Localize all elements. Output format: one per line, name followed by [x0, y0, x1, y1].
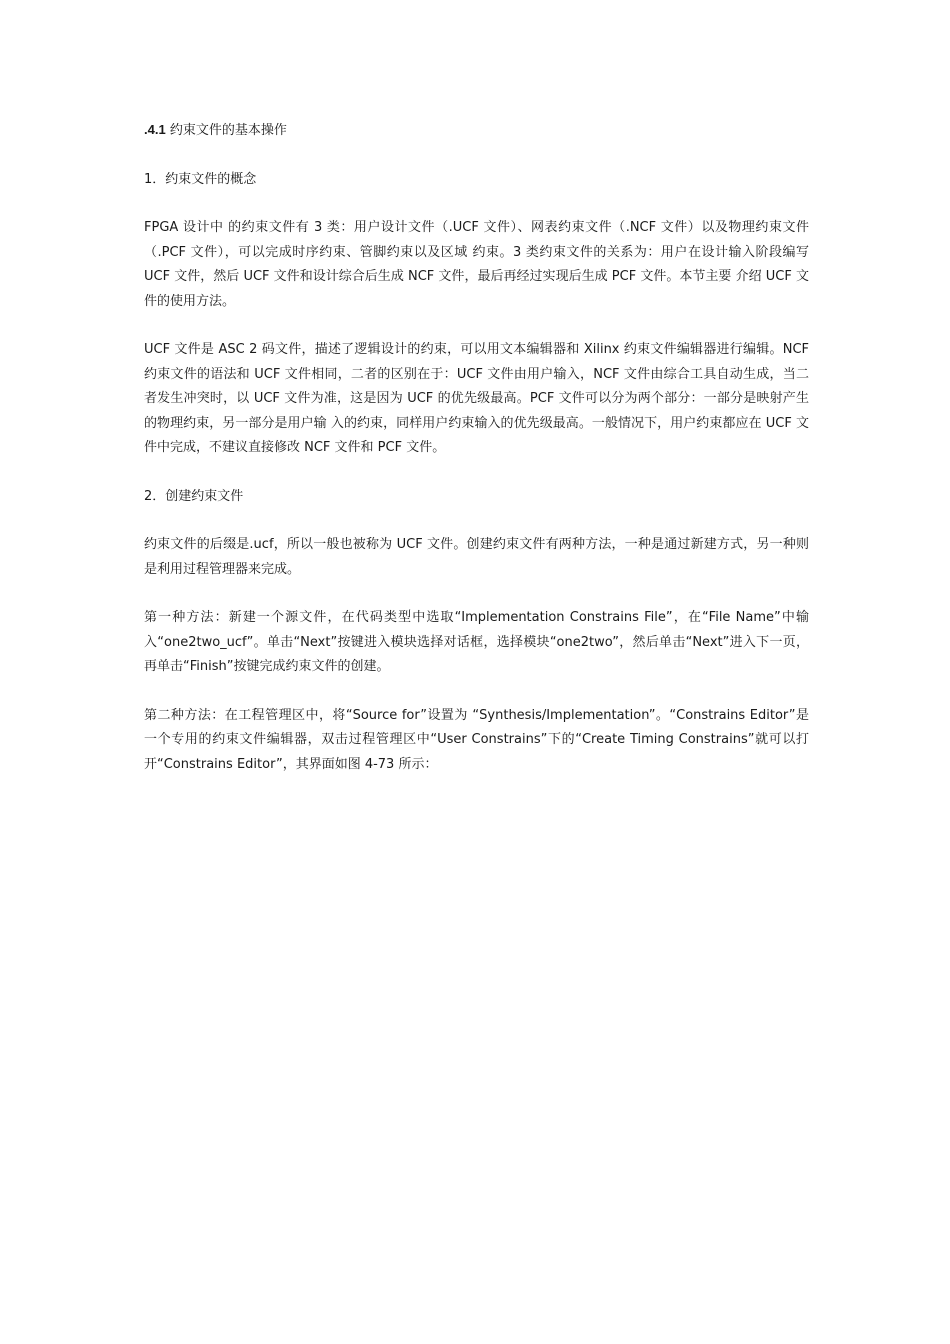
paragraph-create-methods: 约束文件的后缀是.ucf，所以一般也被称为 UCF 文件。创建约束文件有两种方法，一种是通过新建方式，另一种则是利用过程管理器来完成。 — [144, 537, 809, 577]
heading-create: 2．创建约束文件 — [144, 488, 244, 504]
paragraph-method-one: 第一种方法：新建一个源文件，在代码类型中选取“Implementation Constrains File”，在“File Name”中输入“one2two_ucf”。单击“Next”按键进入模块选择对话框，选择模块“one2two”，然后单击“Next”进入下一页，再单击“Finish”按键完成约束文件的创建。 — [144, 610, 809, 674]
section-title-text: 约束文件的基本操作 — [169, 123, 287, 138]
paragraph-method-two: 第二种方法：在工程管理区中，将“Source for”设置为 “Synthesis/Implementation”。“Constrains Editor”是一个专用的约束文件编辑器，双击过程管理区中“User Constrains”下的“Create Timing Constrains”就可以打开“Constrains Editor”，其界面如图 4-73 所示： — [144, 707, 809, 772]
paragraph-ucf-description: UCF 文件是 ASC 2 码文件，描述了逻辑设计的约束，可以用文本编辑器和 Xilinx 约束文件编辑器进行编辑。NCF 约束文件的语法和 UCF 文件相同，二者的区别在于：UCF 文件由用户输入，NCF 文件由综合工具自动生成，当二者发生冲突时，以 UCF 文件为准，这是因为 UCF 的优先级最高。PCF 文件可以分为两个部分：一部分是映射产生的物理约束，另一部分是用户输 入的约束，同样用户约束输入的优先级最高。一般情况下，用户约束都应在 UCF 文件中完成，不建议直接修改 NCF 文件和 PCF 文件。 — [144, 342, 809, 455]
section-number: .4.1 — [144, 122, 166, 137]
section-title — [144, 118, 809, 144]
heading-concept: 1．约束文件的概念 — [144, 171, 257, 187]
document-body — [144, 112, 809, 777]
paragraph-constraint-types: FPGA 设计中 的约束文件有 3 类：用户设计文件（.UCF 文件）、网表约束文件（.NCF 文件）以及物理约束文件（.PCF 文件），可以完成时序约束、管脚约束以及区域 约束。3 类约束文件的关系为：用户在设计输入阶段编写 UCF 文件，然后 UCF 文件和设计综合后生成 NCF 文件，最后再经过实现后生成 PCF 文件。本节主要 介绍 UCF 文件的使用方法。 — [144, 220, 809, 309]
